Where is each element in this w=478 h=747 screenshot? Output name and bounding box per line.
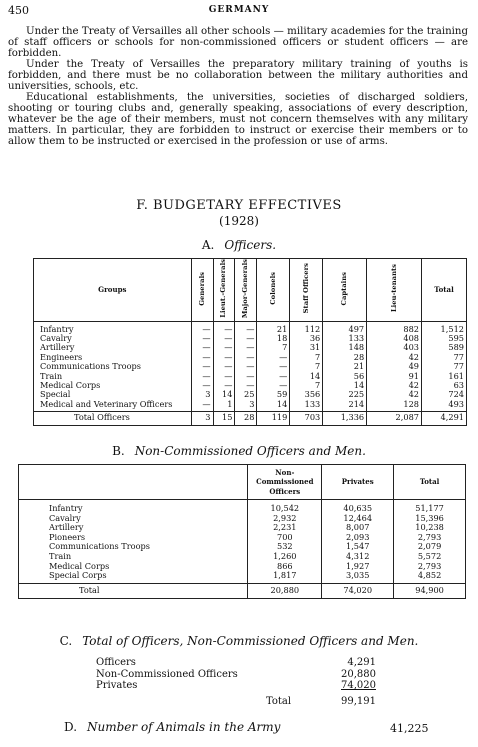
col-header: Total [422,259,467,322]
section-a-title: Officers. [224,238,277,252]
section-d-heading [64,720,429,735]
table-cell: 5,572 [394,552,466,562]
table-cell: 1,260 [248,552,322,562]
table-cell: 3 [191,390,213,399]
nco-table-body [19,500,466,599]
table-cell: — [235,381,257,390]
body-text [8,26,468,147]
table-cell: — [191,372,213,381]
col-header: Non-Commissioned Officers [248,465,322,500]
section-c-title: Total of Officers, Non-Commissioned Officers and Men. [82,634,419,648]
table-cell: 42 [367,381,422,390]
col-header: Lieu-tenants [367,259,422,322]
table-cell: 882 [367,321,422,334]
col-header: Colonels [257,259,290,322]
table-row [19,571,466,583]
row-label: Train [40,370,63,381]
table-cell: — [235,321,257,334]
table-cell: 4,852 [394,571,466,583]
row-label: Medical Corps [40,379,101,390]
page-number: 450 [8,4,29,17]
section-c-letter: C. [59,634,73,648]
row-label: Infantry [40,323,74,334]
table-cell: 1,336 [323,412,367,425]
table-cell: 15 [213,412,235,425]
table-cell: — [213,343,235,352]
officers-table-header [34,259,467,322]
table-cell: 1,547 [322,542,394,552]
section-b-title: Non-Commissioned Officers and Men. [134,444,366,458]
col-header: Major-Generals [235,259,257,322]
table-cell: 12,464 [322,514,394,524]
row-label: Cavalry [49,512,81,523]
table-row [19,523,466,533]
row-label: Communications Troops [40,361,141,372]
table-cell: 8,007 [322,523,394,533]
row-label: Total Officers [34,412,192,425]
table-cell: 14 [257,400,290,412]
table-cell: 724 [422,390,467,399]
col-header: Generals [191,259,213,322]
section-f-year: (1928) [219,214,259,228]
table-cell: — [213,353,235,362]
row-label: Medical and Veterinary Officers [40,398,173,409]
summary-row [96,657,376,669]
row-label: Artillery [49,522,84,533]
table-cell: 128 [367,400,422,412]
table-cell: — [235,353,257,362]
col-header: Captains [323,259,367,322]
table-cell: 36 [290,334,323,343]
table-cell: 595 [422,334,467,343]
officers-table-body [34,321,467,425]
summary-label: Non-Commissioned Officers [96,668,238,680]
table-cell: 40,635 [322,500,394,514]
table-cell: 403 [367,343,422,352]
table-row [34,400,467,412]
table-cell: 18 [257,334,290,343]
table-cell: 42 [367,390,422,399]
row-label: Communications Troops [49,541,150,552]
table-cell: 4,312 [322,552,394,562]
table-cell: 532 [248,542,322,552]
col-header: Lieut.-Generals [213,259,235,322]
summary-row [96,669,376,681]
table-cell: 356 [290,390,323,399]
table-cell: 25 [235,390,257,399]
table-cell: — [213,334,235,343]
summary-total-label: Total [266,695,292,707]
table-cell: — [235,372,257,381]
table-cell: 59 [257,390,290,399]
table-cell: — [191,321,213,334]
table-cell: 56 [323,372,367,381]
table-cell: 31 [290,343,323,352]
paragraph: Educational establishments, the universities, societies of discharged soldiers, shooting or touring clubs and, generally speaking, associations of every description, whatever be the age of their members, must not concern themselves with any military matters. In particular, they are forbidden to instruct or exercise their members or to allow them to be instructed or exercised in the profession or use of arms. [8,92,468,147]
table-cell: 7 [290,362,323,371]
row-label: Train [49,550,72,561]
table-cell: 2,093 [322,533,394,543]
total-row [34,412,467,425]
table-cell: 49 [367,362,422,371]
col-header: Groups [34,259,192,322]
table-cell: 77 [422,362,467,371]
summary-label: Officers [96,657,136,668]
table-cell: — [213,362,235,371]
row-label: Special [40,389,71,400]
table-cell: — [257,372,290,381]
section-a-heading [0,238,478,252]
table-cell: 28 [323,353,367,362]
animals-count: 41,225 [390,722,429,735]
row-label: Medical Corps [49,560,110,571]
table-cell: 1,817 [248,571,322,583]
row-label: Infantry [49,503,83,513]
section-b-letter: B. [112,444,125,458]
col-header: Total [394,465,466,500]
col-header [19,465,248,500]
table-cell: 3,035 [322,571,394,583]
table-cell: 866 [248,562,322,572]
row-label: Cavalry [40,332,72,343]
table-cell: 133 [323,334,367,343]
section-c-heading [0,634,478,648]
table-cell: — [257,362,290,371]
table-cell: — [191,400,213,412]
table-cell: 91 [367,372,422,381]
table-cell: — [257,381,290,390]
nco-men-table [18,464,466,599]
table-cell: 214 [323,400,367,412]
table-cell: 589 [422,343,467,352]
table-cell: 493 [422,400,467,412]
row-label: Engineers [40,351,83,362]
table-cell: — [235,343,257,352]
table-cell: 1,927 [322,562,394,572]
nco-table-header [19,465,466,500]
table-cell: — [213,372,235,381]
row-label: Total [19,583,248,599]
table-cell: 700 [248,533,322,543]
table-cell: 2,231 [248,523,322,533]
table-cell: 3 [235,400,257,412]
table-cell: 2,087 [367,412,422,425]
table-cell: 14 [323,381,367,390]
table-cell: — [213,381,235,390]
table-cell: 21 [323,362,367,371]
table-cell: 10,238 [394,523,466,533]
summary-label: Privates [96,680,138,691]
summary-total-value: 99,191 [341,695,376,707]
table-cell: 2,793 [394,533,466,543]
table-cell: 1,512 [422,321,467,334]
paragraph: Under the Treaty of Versailles all other schools — military academies for the training of staff officers or schools for non-commissioned officers or student officers — are forbidden. [8,26,468,59]
table-cell: 77 [422,353,467,362]
table-cell: 74,020 [322,583,394,599]
table-cell: 4,291 [422,412,467,425]
summary-value: 4,291 [347,657,376,668]
table-cell: — [191,381,213,390]
table-cell: 42 [367,353,422,362]
table-row [34,321,467,334]
table-cell: — [191,343,213,352]
summary-total-row [96,696,376,708]
row-label: Special Corps [49,570,107,581]
table-cell: 7 [290,381,323,390]
officers-table [33,258,467,426]
table-row [19,514,466,524]
table-row [19,542,466,552]
row-label: Pioneers [49,531,86,542]
table-cell: — [235,334,257,343]
table-cell: 7 [257,343,290,352]
table-cell: 2,932 [248,514,322,524]
table-cell: — [213,321,235,334]
table-cell: 14 [290,372,323,381]
section-b-heading [0,444,478,458]
section-a-letter: A. [201,238,215,252]
table-cell: 14 [213,390,235,399]
section-d-title: Number of Animals in the Army [87,720,281,734]
table-cell: 1 [213,400,235,412]
table-cell: 408 [367,334,422,343]
table-cell: 119 [257,412,290,425]
table-cell: 2,793 [394,562,466,572]
running-title: GERMANY [208,5,270,15]
section-f-title: F. BUDGETARY EFFECTIVES [136,198,342,213]
table-cell: 94,900 [394,583,466,599]
table-cell: 497 [323,321,367,334]
table-cell: 161 [422,372,467,381]
table-cell: 15,396 [394,514,466,524]
page-header [8,4,470,18]
table-cell: — [191,353,213,362]
paragraph: Under the Treaty of Versailles the preparatory military training of youths is forbidden, and there must be no collaboration between the military authorities and universities, schools, etc. [8,59,468,92]
table-cell: 10,542 [248,500,322,514]
table-cell: 51,177 [394,500,466,514]
summary-row [96,680,376,692]
table-cell: 112 [290,321,323,334]
table-cell: 148 [323,343,367,352]
table-row [19,500,466,514]
table-cell: — [191,362,213,371]
total-row [19,583,466,599]
col-header: Staff Officers [290,259,323,322]
row-label: Artillery [40,342,75,353]
summary-totals [96,657,376,707]
table-cell: 2,079 [394,542,466,552]
summary-value: 74,020 [341,680,376,691]
summary-value: 20,880 [341,668,376,680]
table-cell: — [235,362,257,371]
table-cell: 21 [257,321,290,334]
table-cell: 133 [290,400,323,412]
col-header: Privates [322,465,394,500]
table-cell: 225 [323,390,367,399]
table-cell: 63 [422,381,467,390]
table-cell: — [191,334,213,343]
table-cell: 20,880 [248,583,322,599]
table-cell: 3 [191,412,213,425]
table-cell: — [257,353,290,362]
table-cell: 28 [235,412,257,425]
table-cell: 703 [290,412,323,425]
table-cell: 7 [290,353,323,362]
section-d-letter: D. [64,720,78,734]
